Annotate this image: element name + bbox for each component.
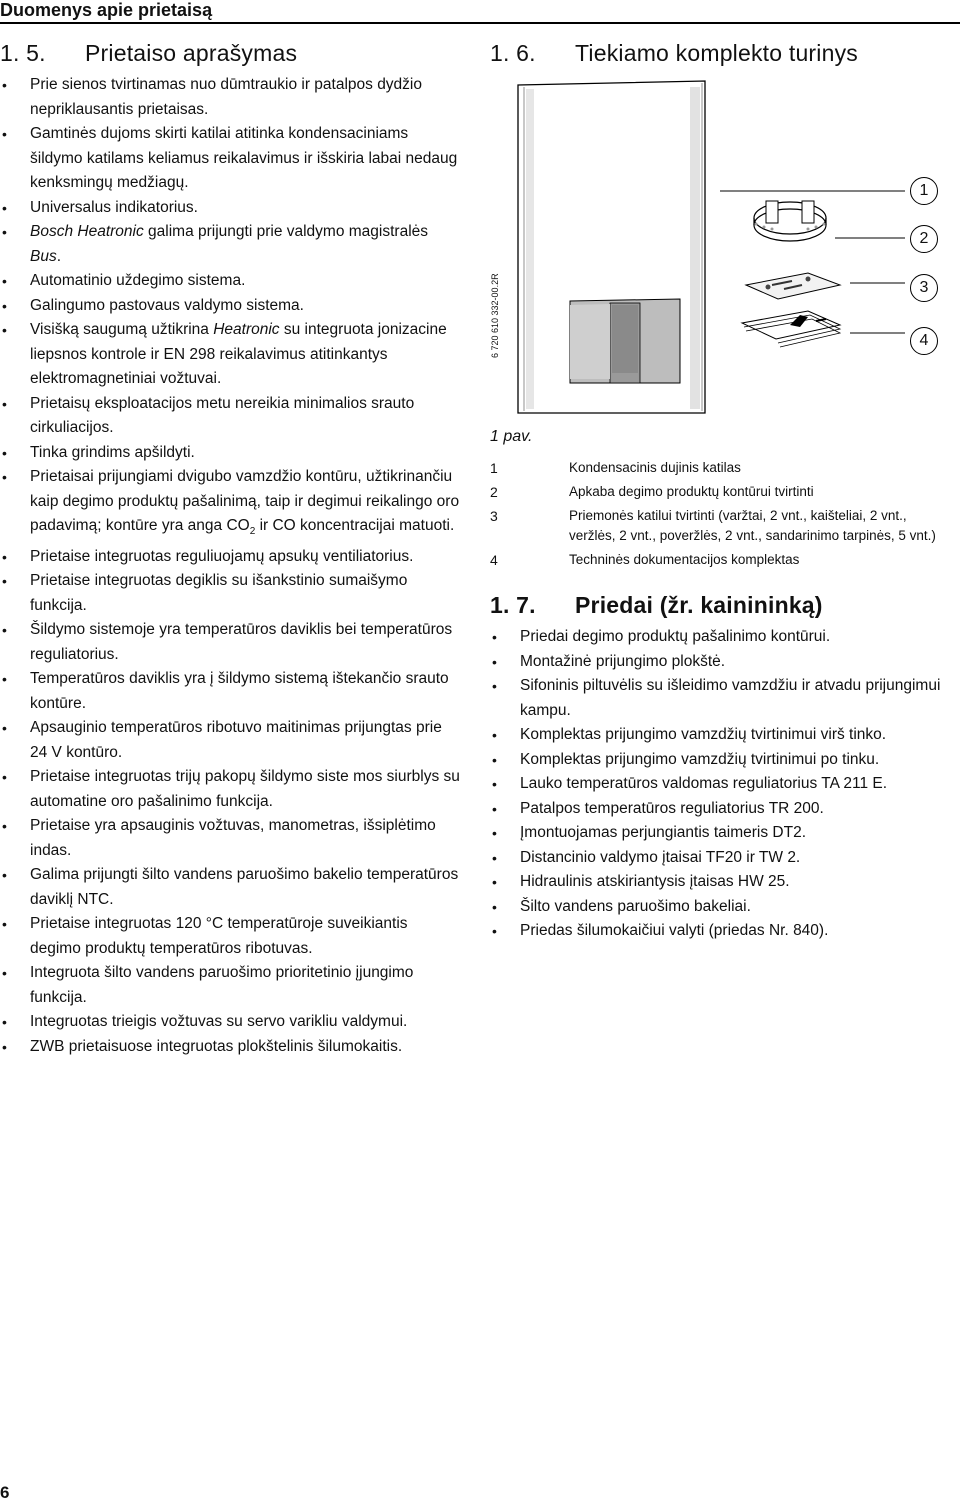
description-list [0, 73, 460, 1059]
section-number: 1. 6. [490, 40, 536, 66]
legend-row [490, 458, 960, 478]
list-item: • Galima prijungti šilto vandens paruošimo bakelio temperatūros daviklį NTC. [0, 863, 460, 912]
documentation-icon [742, 311, 840, 347]
list-item: • Lauko temperatūros valdomas reguliatorius TA 211 E. [490, 772, 960, 797]
list-item: • Priedas šilumokaičiui valyti (priedas Nr. 840). [490, 919, 960, 944]
list-item: • Sifoninis piltuvėlis su išleidimo vamzdžiu ir atvadu prijungimui kampu. [490, 674, 960, 723]
section-title: Prietaiso aprašymas [85, 40, 298, 66]
italic-text: Heatronic [213, 321, 280, 338]
subscript: 2 [249, 526, 256, 538]
page-header-title: Duomenys apie prietaisą [0, 0, 213, 20]
legend-number: 4 [490, 552, 498, 568]
callout-3: 3 [910, 274, 938, 302]
list-item: • Priedai degimo produktų pašalinimo kontūrui. [490, 625, 960, 650]
legend-text: Kondensacinis dujinis katilas [569, 460, 741, 475]
list-item: • Komplektas prijungimo vamzdžių tvirtinimui virš tinko. [490, 723, 960, 748]
list-item: • Šilto vandens paruošimo bakeliai. [490, 895, 960, 920]
list-item: • Prietaisų eksploatacijos metu nereikia minimalios srauto cirkuliacijos. [0, 392, 460, 441]
legend-number: 1 [490, 460, 498, 476]
figure-caption: 1 pav. [490, 428, 533, 445]
section-title: Tiekiamo komplekto turinys [575, 40, 858, 66]
section-number: 1. 5. [0, 40, 46, 66]
list-item: • Tinka grindims apšildyti. [0, 441, 460, 466]
section-1-5-heading [0, 40, 460, 67]
list-item: • Apsauginio temperatūros ribotuvo maitinimas prijungtas prie 24 V kontūro. [0, 716, 460, 765]
right-column [490, 40, 960, 944]
delivery-contents-figure [490, 73, 960, 418]
list-item: • ZWB prietaisuose integruotas plokštelinis šilumokaitis. [0, 1035, 460, 1060]
boiler-illustration [490, 73, 960, 418]
figure-legend [490, 458, 960, 570]
mounting-kit-icon [746, 273, 840, 299]
list-item: • Montažinė prijungimo plokštė. [490, 650, 960, 675]
callout-1: 1 [910, 177, 938, 205]
list-item: • Gamtinės dujoms skirti katilai atitinka kondensaciniams šildymo katilams keliamus reikalavimus ir išskiria labai nedaug kenksmingų medžiagų. [0, 122, 460, 196]
italic-text: Bosch Heatronic [30, 223, 144, 240]
legend-text: Apkaba degimo produktų kontūrui tvirtinti [569, 484, 814, 499]
list-item: • Prietaise integruotas trijų pakopų šildymo siste mos siurblys su automatine oro pašalinimo funkcija. [0, 765, 460, 814]
list-item [0, 318, 460, 392]
list-item: • Prietaise integruotas 120 °C temperatūroje suveikiantis degimo produktų temperatūros ribotuvas. [0, 912, 460, 961]
list-item: • Prie sienos tvirtinamas nuo dūmtraukio ir patalpos dydžio nepriklausantis prietaisas. [0, 73, 460, 122]
legend-number: 2 [490, 484, 498, 500]
boiler-icon [518, 81, 705, 413]
list-item: • Prietaise integruotas reguliuojamų apsukų ventiliatorius. [0, 545, 460, 570]
text: galima prijungti prie valdymo magistralės [143, 223, 429, 240]
list-item: • Galingumo pastovaus valdymo sistema. [0, 294, 460, 319]
text: ir CO koncentracijai matuoti. [255, 517, 455, 534]
section-1-6-heading [490, 40, 960, 67]
legend-row [490, 482, 960, 502]
clamp-icon [754, 201, 826, 241]
legend-text: Techninės dokumentacijos komplektas [569, 552, 800, 567]
list-item: • Distancinio valdymo įtaisai TF20 ir TW 2. [490, 846, 960, 871]
text: . [56, 247, 62, 265]
text: su integruota jonizacine liepsnos kontrole ir EN 298 reikalavimus atitinkantys elektromagnetiniai vožtuvai. [30, 321, 447, 387]
section-1-7-heading [490, 592, 960, 619]
text: Visišką saugumą užtikrina [30, 321, 214, 338]
legend-row [490, 506, 960, 546]
list-item [0, 465, 460, 545]
section-title: Priedai (žr. kainininką) [575, 592, 823, 618]
legend-row [490, 550, 960, 570]
left-column [0, 40, 460, 1059]
legend-text: Priemonės katilui tvirtinti (varžtai, 2 vnt., kaišteliai, 2 vnt., veržlės, 2 vnt., poveržlės, 2 vnt., sandarinimo tarpinės, 5 vnt.) [569, 508, 936, 543]
list-item: • Patalpos temperatūros reguliatorius TR 200. [490, 797, 960, 822]
list-item: • Prietaise integruotas degiklis su išankstinio sumaišymo funkcija. [0, 569, 460, 618]
callout-4: 4 [910, 327, 938, 355]
list-item: • Universalus indikatorius. [0, 196, 460, 221]
list-item: • Hidraulinis atskiriantysis įtaisas HW 25. [490, 870, 960, 895]
figure-code-text: 6 720 610 332-00.2R [490, 273, 500, 358]
list-item: • Temperatūros daviklis yra į šildymo sistemą ištekančio srauto kontūre. [0, 667, 460, 716]
list-item: • Šildymo sistemoje yra temperatūros daviklis bei temperatūros reguliatorius. [0, 618, 460, 667]
page-number: 6 [0, 1483, 10, 1502]
accessories-list [490, 625, 960, 944]
legend-number: 3 [490, 508, 498, 524]
list-item: • Įmontuojamas perjungiantis taimeris DT2. [490, 821, 960, 846]
callout-2: 2 [910, 225, 938, 253]
list-item: • Prietaise yra apsauginis vožtuvas, manometras, išsiplėtimo indas. [0, 814, 460, 863]
list-item: • Integruota šilto vandens paruošimo prioritetinio įjungimo funkcija. [0, 961, 460, 1010]
italic-text: Bus [30, 247, 57, 265]
list-item: • Komplektas prijungimo vamzdžių tvirtinimui po tinku. [490, 748, 960, 773]
list-item: • Integruotas trieigis vožtuvas su servo varikliu valdymui. [0, 1010, 460, 1035]
list-item: • Automatinio uždegimo sistema. [0, 269, 460, 294]
list-item [0, 220, 460, 269]
text: Prietaisai prijungiami dvigubo vamzdžio kontūru, užtikrinančiu kaip degimo produktų pašalinimą, taip ir degimui reikalingo oro padavimą; kontūre yra anga CO [30, 468, 460, 534]
header-rule [0, 22, 960, 24]
accessories-section [490, 592, 960, 944]
section-number: 1. 7. [490, 592, 536, 618]
